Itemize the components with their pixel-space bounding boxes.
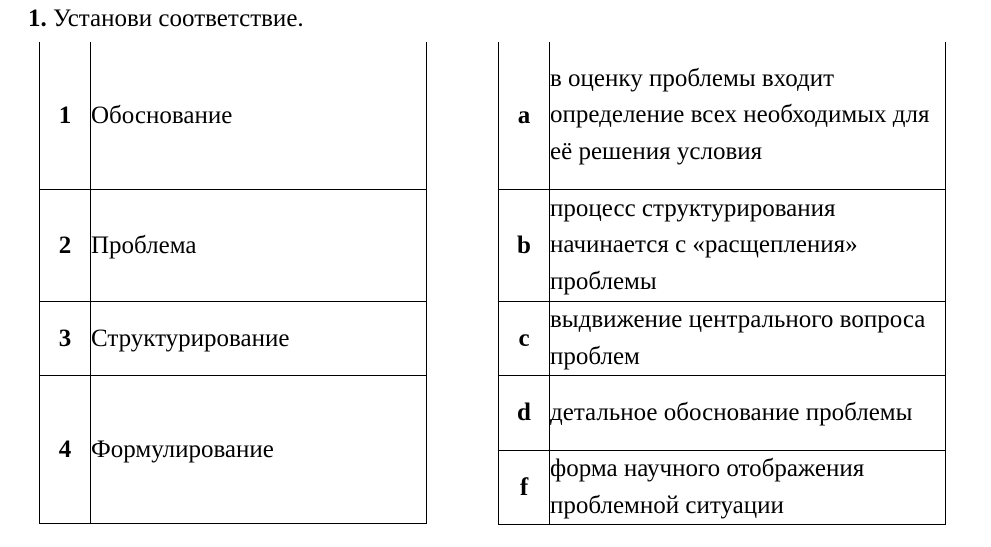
term-row bbox=[40, 190, 427, 302]
definition-letter: a bbox=[499, 42, 550, 190]
task-number: 1. bbox=[28, 5, 47, 32]
definition-text: процесс структурирования начинается с «расщепления» проблемы bbox=[550, 190, 946, 302]
term-text: Проблема bbox=[91, 190, 427, 302]
definition-row bbox=[499, 451, 946, 525]
term-row bbox=[40, 376, 427, 524]
definition-row bbox=[499, 190, 946, 302]
term-number: 3 bbox=[40, 302, 91, 376]
definition-text: в оценку проблемы входит определение всех необходимых для её решения условия bbox=[550, 42, 946, 190]
term-text: Структурирование bbox=[91, 302, 427, 376]
term-text: Формулирование bbox=[91, 376, 427, 524]
terms-table bbox=[39, 42, 427, 524]
definition-text: выдвижение центрального вопроса проблем bbox=[550, 302, 946, 376]
term-row bbox=[40, 42, 427, 190]
term-row bbox=[40, 302, 427, 376]
definition-row bbox=[499, 42, 946, 190]
task-instruction: Установи соответствие. bbox=[53, 5, 304, 32]
term-number: 1 bbox=[40, 42, 91, 190]
definition-text: детальное обоснование проблемы bbox=[550, 376, 946, 451]
definitions-table bbox=[498, 42, 946, 525]
term-number: 2 bbox=[40, 190, 91, 302]
definition-text: форма научного отображения проблемной ситуации bbox=[550, 451, 946, 525]
definition-letter: d bbox=[499, 376, 550, 451]
definition-row bbox=[499, 302, 946, 376]
definition-letter: b bbox=[499, 190, 550, 302]
term-number: 4 bbox=[40, 376, 91, 524]
definition-letter: c bbox=[499, 302, 550, 376]
term-text: Обоснование bbox=[91, 42, 427, 190]
definition-letter: f bbox=[499, 451, 550, 525]
task-title bbox=[28, 4, 304, 34]
definition-row bbox=[499, 376, 946, 451]
